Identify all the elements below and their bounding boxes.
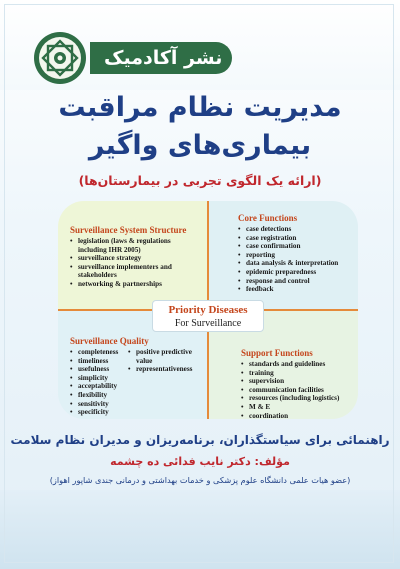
list-item: • specificity [70, 408, 118, 417]
list-item: • case detections [238, 225, 338, 234]
surveillance-diagram [58, 201, 358, 419]
list-item: • networking & partnerships [70, 280, 172, 289]
list-item: • feedback [238, 285, 338, 294]
list-item: • simplicity [70, 374, 118, 383]
support-functions-list [241, 360, 339, 420]
list-item: • M & E [241, 403, 339, 412]
list-item: • epidemic preparedness [238, 268, 338, 277]
structure-list [70, 237, 172, 289]
core-functions-heading: Core Functions [238, 213, 298, 223]
list-item: • resources (including logistics) [241, 394, 339, 403]
quality-list-col-1 [70, 348, 118, 417]
list-item: • sensitivity [70, 400, 118, 409]
list-item: • representativeness [128, 365, 192, 374]
list-item: • surveillance strategy [70, 254, 172, 263]
list-item: • coordination [241, 412, 339, 421]
quality-heading: Surveillance Quality [70, 336, 149, 346]
book-subtitle: (ارائه یک الگوی تجربی در بیمارستان‌ها) [78, 173, 322, 188]
geometric-seal-icon [32, 30, 88, 86]
book-title-line-2: بیماری‌های واگیر [88, 130, 312, 161]
list-item: • supervision [241, 377, 339, 386]
list-item: • timeliness [70, 357, 118, 366]
author-line: مؤلف: دکتر نایب فدائی ده چشمه [110, 455, 290, 468]
publisher-logo [32, 30, 232, 86]
support-functions-heading: Support Functions [241, 348, 313, 358]
list-item: • completeness [70, 348, 118, 357]
list-item: • positive predictive [128, 348, 192, 357]
list-item: • communication facilities [241, 386, 339, 395]
list-item: stakeholders [78, 271, 117, 280]
list-item: • acceptability [70, 382, 118, 391]
audience-line: راهنمائی برای سیاستگذاران، برنامه‌ریزان و مدیران نظام سلامت [10, 433, 390, 447]
publisher-name: نشر آکادمیک [90, 42, 232, 74]
list-item: • case confirmation [238, 242, 338, 251]
list-item: • flexibility [70, 391, 118, 400]
list-item: • legislation (laws & regulations [70, 237, 172, 246]
core-functions-list [238, 225, 338, 294]
list-item: • standards and guidelines [241, 360, 339, 369]
list-item: • usefulness [70, 365, 118, 374]
list-item: • data analysis & interpretation [238, 259, 338, 268]
quality-list-col-2 [128, 348, 192, 374]
list-item: • reporting [238, 251, 338, 260]
affiliation-line: (عضو هیات علمی دانشگاه علوم پزشکی و خدمات بهداشتی و درمانی جندی شاپور اهواز) [49, 475, 351, 485]
list-item: • surveillance implementers and [70, 263, 172, 272]
center-label-box [152, 300, 264, 332]
center-label-title: Priority Diseases [168, 304, 248, 316]
list-item: • response and control [238, 277, 338, 286]
list-item: value [136, 356, 153, 365]
list-item: including IHR 2005) [78, 245, 141, 254]
list-item: • case registration [238, 234, 338, 243]
list-item: • training [241, 369, 339, 378]
structure-heading: Surveillance System Structure [70, 225, 187, 235]
book-title-line-1: مدیریت نظام مراقبت [58, 92, 342, 123]
center-label-subtitle: For Surveillance [174, 318, 242, 329]
